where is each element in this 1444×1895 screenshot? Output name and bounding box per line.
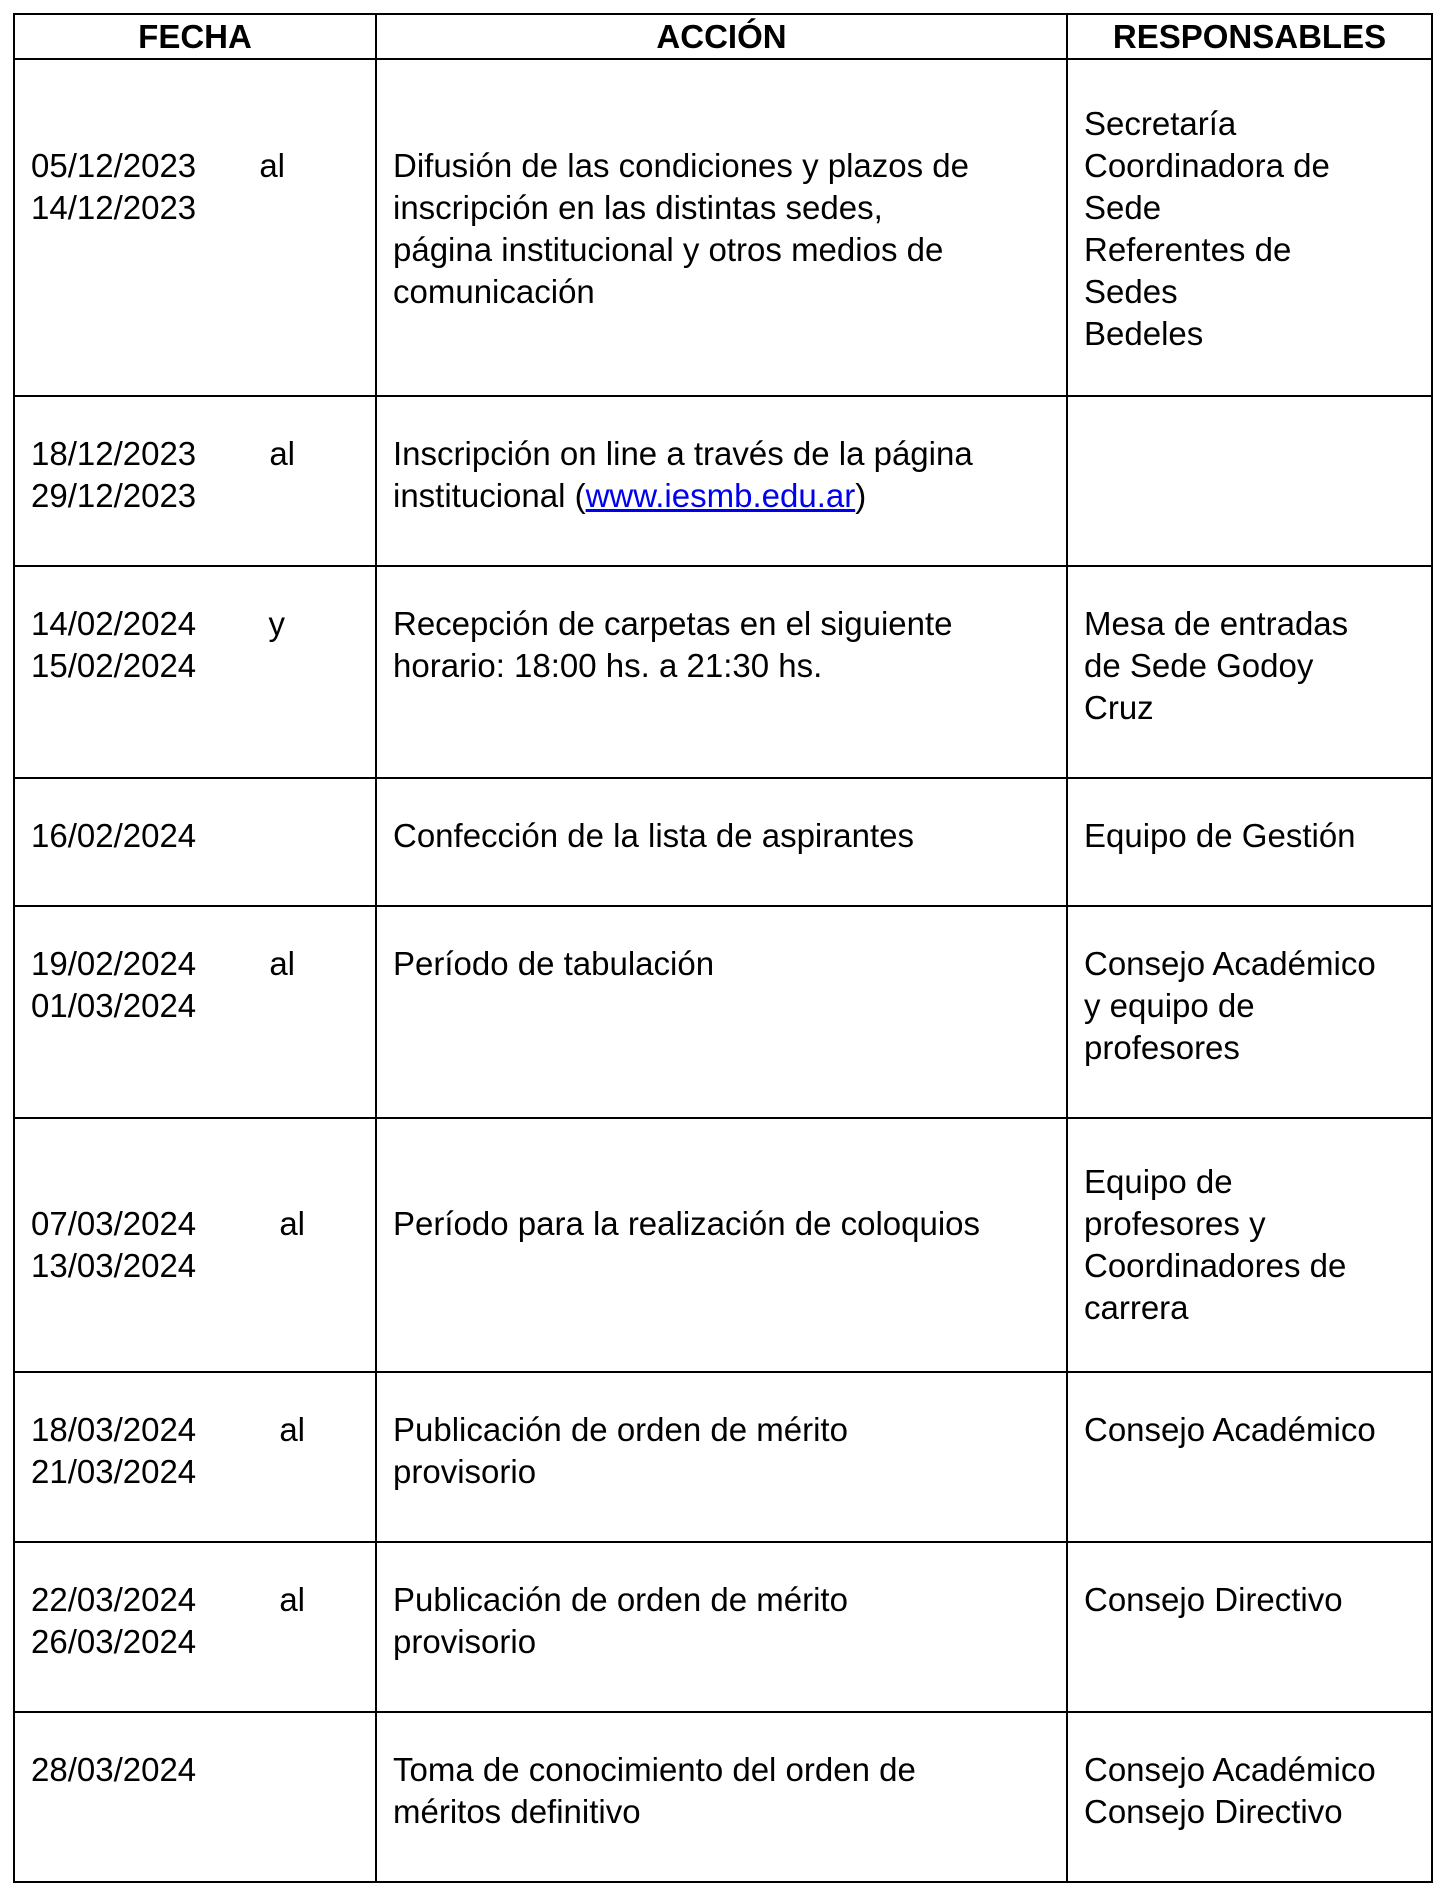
table-row [14,566,1432,778]
responsables-text: Equipo de Gestión [1084,817,1356,854]
date-separator: al [279,1205,305,1242]
accion-text: Toma de conocimiento del orden de méritos definitivo [393,1751,916,1830]
responsables-cell [1067,1542,1432,1712]
responsables-text: Equipo de profesores y Coordinadores de carrera [1084,1163,1347,1326]
fecha-cell [14,59,376,396]
table-row [14,59,1432,396]
date-separator [307,815,365,857]
date-end: 13/03/2024 [31,1247,197,1284]
accion-cell [376,1372,1067,1542]
table-row [14,1372,1432,1542]
date-start: 05/12/2023 [31,147,197,184]
responsables-text: Mesa de entradas de Sede Godoy Cruz [1084,605,1349,726]
date-separator: al [269,435,295,472]
date-separator: al [269,945,295,982]
responsables-cell [1067,778,1432,906]
table-row [14,1712,1432,1882]
responsables-cell [1067,396,1432,566]
accion-cell [376,59,1067,396]
responsables-text: Consejo Académico y equipo de profesores [1084,945,1376,1066]
date-end: 01/03/2024 [31,987,197,1024]
schedule-table [13,13,1433,1883]
date-end: 14/12/2023 [31,189,197,226]
accion-text: Difusión de las condiciones y plazos de inscripción en las distintas sedes, página institucional y otros medios de comunicación [393,147,970,310]
date-start: 18/12/2023 [31,435,197,472]
accion-cell [376,566,1067,778]
responsables-cell [1067,1712,1432,1882]
date-end: 29/12/2023 [31,477,197,514]
date-start: 19/02/2024 [31,945,197,982]
accion-text: Período para la realización de coloquios [393,1205,981,1242]
fecha-cell [14,906,376,1118]
accion-cell [376,778,1067,906]
header-fecha: FECHA [14,14,376,59]
table-row [14,396,1432,566]
table-row [14,778,1432,906]
date-end: 21/03/2024 [31,1453,197,1490]
accion-cell [376,906,1067,1118]
responsables-cell [1067,59,1432,396]
date-end: 15/02/2024 [31,647,197,684]
accion-text: Confección de la lista de aspirantes [393,817,914,854]
fecha-cell [14,1712,376,1882]
responsables-text: Consejo Directivo [1084,1581,1343,1618]
accion-text: Publicación de orden de mérito provisorio [393,1581,848,1660]
date-separator: y [268,605,285,642]
table-row [14,1118,1432,1372]
responsables-cell [1067,906,1432,1118]
accion-text: Publicación de orden de mérito provisorio [393,1411,848,1490]
table-row [14,1542,1432,1712]
responsables-cell [1067,566,1432,778]
accion-text: Recepción de carpetas en el siguiente horario: 18:00 hs. a 21:30 hs. [393,605,953,684]
accion-cell [376,1118,1067,1372]
accion-cell [376,396,1067,566]
fecha-cell [14,1118,376,1372]
date-separator: al [279,1411,305,1448]
date-start: 16/02/2024 [31,817,197,854]
date-start: 14/02/2024 [31,605,197,642]
accion-cell [376,1542,1067,1712]
institutional-website-link[interactable]: www.iesmb.edu.ar [585,477,856,514]
responsables-text: Consejo Académico Consejo Directivo [1084,1751,1376,1830]
fecha-cell [14,778,376,906]
date-start: 22/03/2024 [31,1581,197,1618]
fecha-cell [14,566,376,778]
accion-text-suffix: ) [855,477,867,514]
date-end: 26/03/2024 [31,1623,197,1660]
accion-text: Inscripción on line a través de la página institucional ( [393,435,973,514]
date-separator: al [259,147,285,184]
header-responsables: RESPONSABLES [1067,14,1432,59]
responsables-cell [1067,1372,1432,1542]
header-row [14,14,1432,59]
date-start: 18/03/2024 [31,1411,197,1448]
responsables-text: Secretaría Coordinadora de Sede Referentes de Sedes Bedeles [1084,105,1330,352]
responsables-text: Consejo Académico [1084,1411,1376,1448]
accion-text: Período de tabulación [393,945,715,982]
fecha-cell [14,1372,376,1542]
date-separator: al [279,1581,305,1618]
table-row [14,906,1432,1118]
accion-cell [376,1712,1067,1882]
date-separator [307,1749,365,1791]
fecha-cell [14,396,376,566]
date-start: 28/03/2024 [31,1751,197,1788]
header-accion: ACCIÓN [376,14,1067,59]
responsables-cell [1067,1118,1432,1372]
fecha-cell [14,1542,376,1712]
date-start: 07/03/2024 [31,1205,197,1242]
